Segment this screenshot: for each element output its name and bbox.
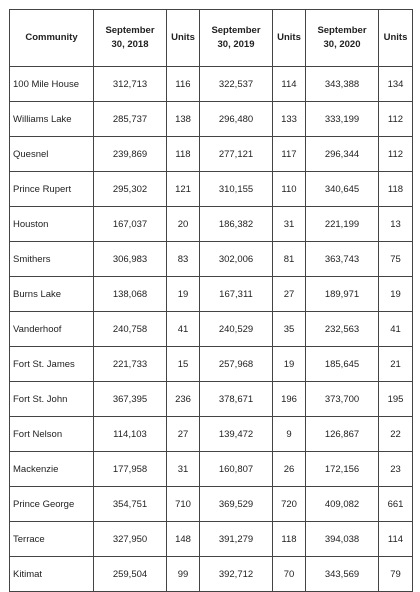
header-community	[10, 10, 94, 67]
cell-value-2018: 259,504	[94, 557, 167, 592]
cell-community: Burns Lake	[10, 277, 94, 312]
cell-value-2019: 277,121	[200, 137, 273, 172]
cell-units-2018: 116	[167, 67, 200, 102]
cell-value-2019: 392,712	[200, 557, 273, 592]
cell-value-2019: 240,529	[200, 312, 273, 347]
cell-value-2019: 160,807	[200, 452, 273, 487]
cell-community: Terrace	[10, 522, 94, 557]
cell-community: Fort St. John	[10, 382, 94, 417]
table-row	[10, 312, 413, 347]
table-row	[10, 242, 413, 277]
header-text-line: 30, 2019	[217, 39, 255, 50]
cell-community: Quesnel	[10, 137, 94, 172]
cell-units-2019: 27	[273, 277, 306, 312]
table-row	[10, 102, 413, 137]
table-row	[10, 417, 413, 452]
table-row	[10, 487, 413, 522]
cell-units-2018: 27	[167, 417, 200, 452]
cell-community: Fort Nelson	[10, 417, 94, 452]
cell-community: Kitimat	[10, 557, 94, 592]
cell-value-2018: 354,751	[94, 487, 167, 522]
header-text-line: 30, 2020	[323, 39, 361, 50]
cell-value-2020: 232,563	[306, 312, 379, 347]
cell-units-2018: 15	[167, 347, 200, 382]
cell-value-2020: 340,645	[306, 172, 379, 207]
header-units-2020	[379, 10, 413, 67]
cell-units-2020: 112	[379, 102, 413, 137]
header-row	[10, 10, 413, 67]
cell-community: Fort St. James	[10, 347, 94, 382]
table-container	[9, 9, 413, 592]
cell-value-2018: 295,302	[94, 172, 167, 207]
cell-units-2018: 148	[167, 522, 200, 557]
cell-value-2019: 257,968	[200, 347, 273, 382]
table-row	[10, 277, 413, 312]
cell-units-2019: 133	[273, 102, 306, 137]
header-september-2019	[200, 10, 273, 67]
table-row	[10, 207, 413, 242]
cell-units-2020: 23	[379, 452, 413, 487]
cell-community: Prince Rupert	[10, 172, 94, 207]
cell-value-2020: 409,082	[306, 487, 379, 522]
cell-value-2019: 369,529	[200, 487, 273, 522]
cell-units-2018: 138	[167, 102, 200, 137]
cell-value-2019: 186,382	[200, 207, 273, 242]
cell-units-2018: 118	[167, 137, 200, 172]
cell-community: Mackenzie	[10, 452, 94, 487]
cell-value-2020: 333,199	[306, 102, 379, 137]
cell-units-2020: 21	[379, 347, 413, 382]
cell-value-2020: 363,743	[306, 242, 379, 277]
table-row	[10, 452, 413, 487]
cell-value-2018: 138,068	[94, 277, 167, 312]
header-text-line: September	[105, 25, 155, 36]
cell-value-2018: 240,758	[94, 312, 167, 347]
cell-units-2020: 13	[379, 207, 413, 242]
cell-units-2019: 196	[273, 382, 306, 417]
cell-units-2020: 114	[379, 522, 413, 557]
cell-units-2020: 75	[379, 242, 413, 277]
cell-value-2018: 306,983	[94, 242, 167, 277]
cell-units-2019: 9	[273, 417, 306, 452]
cell-units-2019: 114	[273, 67, 306, 102]
table-row	[10, 137, 413, 172]
table-row	[10, 347, 413, 382]
cell-value-2019: 139,472	[200, 417, 273, 452]
cell-units-2020: 22	[379, 417, 413, 452]
cell-units-2018: 41	[167, 312, 200, 347]
cell-value-2018: 367,395	[94, 382, 167, 417]
cell-units-2018: 121	[167, 172, 200, 207]
cell-value-2019: 391,279	[200, 522, 273, 557]
cell-units-2020: 79	[379, 557, 413, 592]
table-row	[10, 557, 413, 592]
cell-community: Prince George	[10, 487, 94, 522]
header-text-line: 30, 2018	[111, 39, 149, 50]
cell-value-2018: 285,737	[94, 102, 167, 137]
cell-units-2020: 19	[379, 277, 413, 312]
cell-units-2018: 31	[167, 452, 200, 487]
cell-units-2019: 117	[273, 137, 306, 172]
cell-units-2020: 41	[379, 312, 413, 347]
header-text-line: September	[317, 25, 367, 36]
cell-units-2019: 35	[273, 312, 306, 347]
cell-units-2020: 195	[379, 382, 413, 417]
cell-units-2019: 31	[273, 207, 306, 242]
cell-value-2020: 343,569	[306, 557, 379, 592]
cell-value-2018: 167,037	[94, 207, 167, 242]
cell-community: Houston	[10, 207, 94, 242]
cell-value-2018: 312,713	[94, 67, 167, 102]
cell-community: 100 Mile House	[10, 67, 94, 102]
header-units-2018	[167, 10, 200, 67]
cell-value-2020: 185,645	[306, 347, 379, 382]
cell-value-2018: 239,869	[94, 137, 167, 172]
cell-value-2020: 189,971	[306, 277, 379, 312]
cell-community: Williams Lake	[10, 102, 94, 137]
cell-units-2020: 661	[379, 487, 413, 522]
cell-value-2018: 114,103	[94, 417, 167, 452]
cell-value-2018: 221,733	[94, 347, 167, 382]
header-text-line: Units	[171, 32, 195, 43]
table-row	[10, 382, 413, 417]
cell-value-2019: 322,537	[200, 67, 273, 102]
cell-units-2019: 81	[273, 242, 306, 277]
header-september-2020	[306, 10, 379, 67]
cell-value-2020: 373,700	[306, 382, 379, 417]
cell-units-2020: 118	[379, 172, 413, 207]
cell-value-2020: 296,344	[306, 137, 379, 172]
cell-units-2019: 26	[273, 452, 306, 487]
cell-value-2020: 343,388	[306, 67, 379, 102]
cell-units-2018: 236	[167, 382, 200, 417]
table-row	[10, 172, 413, 207]
cell-value-2020: 172,156	[306, 452, 379, 487]
cell-units-2019: 118	[273, 522, 306, 557]
cell-community: Vanderhoof	[10, 312, 94, 347]
housing-prices-table	[9, 9, 413, 592]
cell-units-2018: 19	[167, 277, 200, 312]
header-text-line: Community	[25, 32, 78, 43]
table-row	[10, 522, 413, 557]
header-text-line: Units	[277, 32, 301, 43]
table-row	[10, 67, 413, 102]
cell-units-2018: 710	[167, 487, 200, 522]
cell-units-2018: 83	[167, 242, 200, 277]
cell-value-2019: 296,480	[200, 102, 273, 137]
cell-value-2020: 126,867	[306, 417, 379, 452]
cell-value-2019: 310,155	[200, 172, 273, 207]
cell-units-2019: 720	[273, 487, 306, 522]
cell-units-2019: 110	[273, 172, 306, 207]
header-text-line: September	[211, 25, 261, 36]
table-body	[10, 67, 413, 592]
cell-value-2019: 378,671	[200, 382, 273, 417]
cell-units-2019: 70	[273, 557, 306, 592]
cell-value-2020: 221,199	[306, 207, 379, 242]
cell-value-2018: 327,950	[94, 522, 167, 557]
cell-units-2020: 134	[379, 67, 413, 102]
cell-value-2018: 177,958	[94, 452, 167, 487]
cell-units-2018: 20	[167, 207, 200, 242]
cell-units-2018: 99	[167, 557, 200, 592]
cell-value-2019: 167,311	[200, 277, 273, 312]
cell-community: Smithers	[10, 242, 94, 277]
cell-units-2020: 112	[379, 137, 413, 172]
cell-value-2019: 302,006	[200, 242, 273, 277]
cell-units-2019: 19	[273, 347, 306, 382]
header-units-2019	[273, 10, 306, 67]
cell-value-2020: 394,038	[306, 522, 379, 557]
header-september-2018	[94, 10, 167, 67]
header-text-line: Units	[383, 32, 408, 43]
